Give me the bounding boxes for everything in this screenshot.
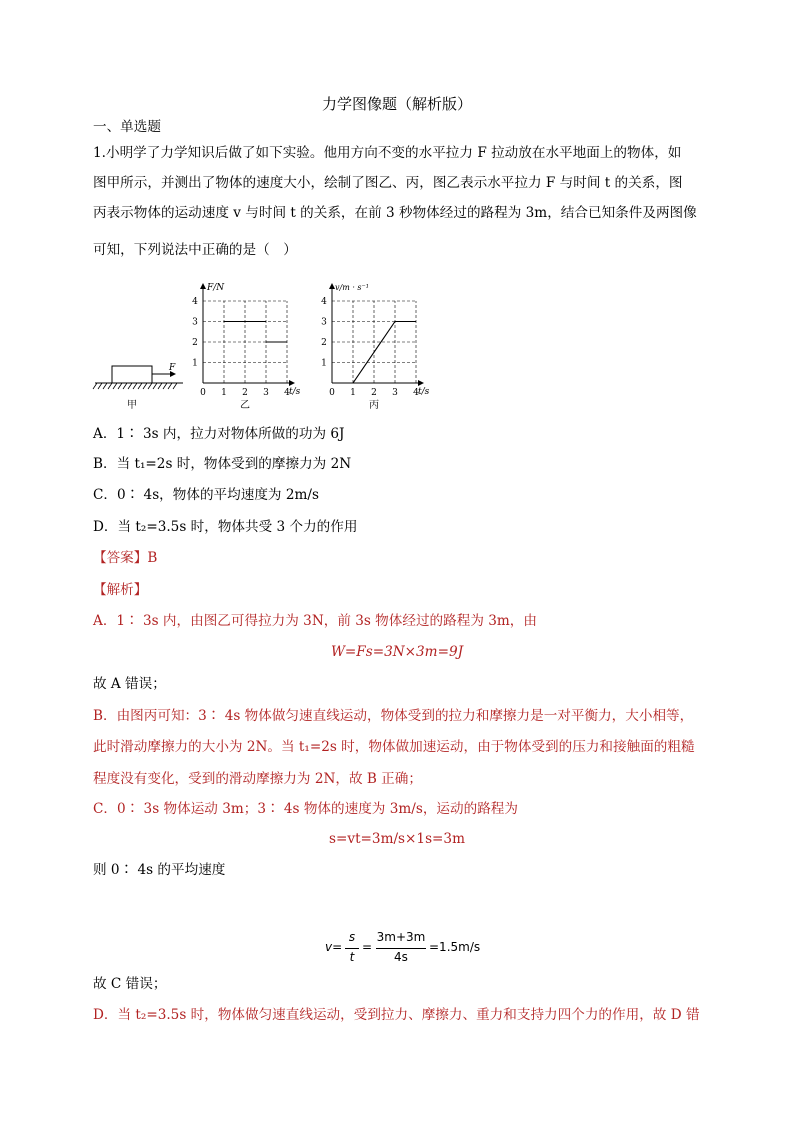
x-axis-arrow: [289, 380, 295, 386]
analysis-line: D．当 t₂=3.5s 时，物体做匀速直线运动，受到拉力、摩擦力、重力和支持力四个力的作用，故 D 错: [93, 1007, 700, 1023]
fraction-bar: [345, 948, 359, 949]
y-tick-label: 4: [192, 297, 198, 307]
block: [112, 366, 152, 383]
hatch-mark: [168, 383, 172, 389]
force-label: F: [169, 363, 176, 373]
analysis-line: 故 A 错误；: [93, 676, 166, 692]
hatch-mark: [173, 383, 177, 389]
x-tick-label: 0: [329, 388, 335, 398]
y-tick-label: 4: [321, 297, 327, 307]
x-axis-label: t/s: [418, 387, 430, 397]
hatch-mark: [113, 383, 117, 389]
analysis-line: 此时滑动摩擦力的大小为 2N。当 t₁=2s 时，物体做加速运动，由于物体受到的压力和接触面的粗糙: [93, 739, 695, 755]
x-axis-arrow: [418, 380, 424, 386]
analysis-line: B．由图丙可知：3∶ 4s 物体做匀速直线运动，物体受到的拉力和摩擦力是一对平衡力，大小相等，: [93, 708, 694, 724]
x-tick-label: 1: [350, 388, 356, 398]
fraction-numerator: 3m+3m: [376, 930, 426, 944]
y-axis-label: v/m · s⁻¹: [335, 283, 369, 292]
question-stem-line: 1.小明学了力学知识后做了如下实验。他用方向不变的水平拉力 F 拉动放在水平地面上的物体，如: [93, 145, 682, 161]
ground-hatching: [93, 383, 177, 389]
analysis-line: 则 0∶ 4s 的平均速度: [93, 862, 226, 878]
answer: 【答案】B: [93, 550, 158, 566]
question-stem-line: 图甲所示，并测出了物体的速度大小，绘制了图乙、丙，图乙表示水平拉力 F 与时间 t 的关系，图: [93, 175, 683, 191]
x-axis-label: t/s: [289, 387, 301, 397]
analysis-line: A．1∶ 3s 内，由图乙可得拉力为 3N，前 3s 物体经过的路程为 3m，由: [93, 613, 537, 629]
figure-yi: [192, 283, 301, 411]
x-tick-label: 0: [200, 388, 206, 398]
hatch-mark: [98, 383, 102, 389]
fraction-denominator: t: [349, 950, 355, 964]
analysis-equation: s=vt=3m/s×1s=3m: [329, 831, 465, 847]
hatch-mark: [133, 383, 137, 389]
section-heading: 一、单选题: [93, 119, 161, 135]
formula-result: =1.5m/s: [429, 940, 481, 954]
y-axis-label: F/N: [207, 283, 225, 293]
analysis-equation: W=Fs=3N×3m=9J: [330, 644, 464, 660]
option-a: A．1∶ 3s 内，拉力对物体所做的功为 6J: [93, 426, 345, 442]
hatch-mark: [153, 383, 157, 389]
figure-bing: [321, 283, 430, 411]
hatch-mark: [108, 383, 112, 389]
y-tick-label: 2: [321, 338, 327, 348]
formula-equals: =: [362, 940, 373, 954]
hatch-mark: [103, 383, 107, 389]
x-tick-label: 2: [371, 388, 377, 398]
hatch-mark: [93, 383, 97, 389]
y-tick-label: 3: [321, 317, 327, 328]
grid: [332, 301, 416, 383]
x-tick-label: 4: [284, 388, 290, 398]
hatch-mark: [143, 383, 147, 389]
y-tick-label: 1: [192, 358, 198, 369]
analysis-line: 程度没有变化，受到的滑动摩擦力为 2N，故 B 正确；: [93, 771, 422, 787]
figure-jia: [93, 363, 183, 411]
fraction-numerator: s: [348, 930, 356, 944]
analysis-line: 故 C 错误；: [93, 976, 167, 992]
question-stem-line: 丙表示物体的运动速度 v 与时间 t 的关系，在前 3 秒物体经过的路程为 3m，结合已知条件及两图像: [93, 205, 697, 221]
hatch-mark: [138, 383, 142, 389]
analysis-line: C．0∶ 3s 物体运动 3m；3∶ 4s 物体的速度为 3m/s，运动的路程为: [93, 801, 518, 817]
hatch-mark: [123, 383, 127, 389]
hatch-mark: [128, 383, 132, 389]
option-d: D．当 t₂=3.5s 时，物体共受 3 个力的作用: [93, 519, 358, 535]
option-c: C．0∶ 4s，物体的平均速度为 2m/s: [93, 487, 319, 503]
x-tick-label: 1: [221, 388, 227, 398]
y-tick-label: 3: [192, 317, 198, 328]
x-tick-label: 3: [392, 388, 398, 398]
analysis-heading: 【解析】: [93, 582, 148, 598]
hatch-mark: [163, 383, 167, 389]
x-tick-label: 3: [263, 388, 269, 398]
figure-label-jia: 甲: [127, 400, 137, 411]
option-b: B．当 t₁=2s 时，物体受到的摩擦力为 2N: [93, 456, 352, 472]
page-title: 力学图像题（解析版）: [321, 95, 472, 113]
question-stem-line: 可知，下列说法中正确的是（ ）: [93, 242, 297, 258]
x-tick-label: 2: [242, 388, 248, 398]
formula-lhs: v=: [325, 940, 343, 954]
y-tick-label: 1: [321, 358, 327, 369]
x-tick-label: 4: [413, 388, 419, 398]
fraction-bar: [376, 948, 426, 949]
figure-label-yi: 乙: [240, 400, 250, 411]
hatch-mark: [158, 383, 162, 389]
hatch-mark: [148, 383, 152, 389]
question-figures: [85, 278, 445, 418]
hatch-mark: [118, 383, 122, 389]
y-axis-arrow: [200, 283, 206, 289]
y-tick-label: 2: [192, 338, 198, 348]
figure-label-bing: 丙: [369, 400, 379, 411]
fraction-denominator: 4s: [394, 950, 408, 964]
